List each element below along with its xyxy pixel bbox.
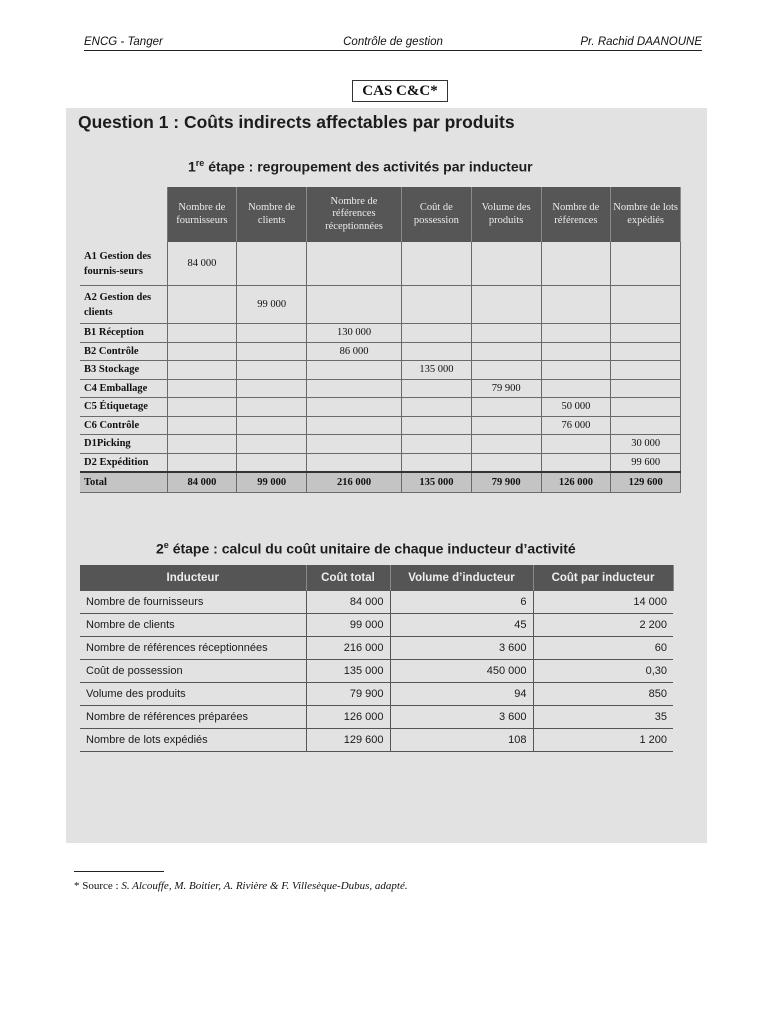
table-cell: 108 — [390, 729, 533, 752]
step1-ordinal-suffix: re — [195, 158, 205, 168]
table-row — [80, 242, 681, 286]
table-cell — [237, 324, 307, 343]
table-row — [80, 591, 673, 614]
table2-column-header: Volume d’inducteur — [390, 565, 533, 591]
table1-column-header: Volume des produits — [471, 187, 541, 242]
table-cell: 99 000 — [306, 614, 390, 637]
header-author: Pr. Rachid DAANOUNE — [580, 36, 702, 48]
table-cell: 60 — [533, 637, 673, 660]
table-cell — [237, 453, 307, 472]
table-cell — [167, 286, 237, 324]
table-cell: 79 900 — [471, 379, 541, 398]
table2-column-header: Inducteur — [80, 565, 306, 591]
table-cell — [402, 435, 472, 454]
footnote — [74, 880, 408, 892]
table-row — [80, 286, 681, 324]
driver-name: Nombre de références préparées — [80, 706, 306, 729]
table-cell — [402, 416, 472, 435]
table-cell — [167, 435, 237, 454]
scanned-excerpt — [66, 108, 707, 843]
table-cell — [402, 286, 472, 324]
table2-column-header: Coût total — [306, 565, 390, 591]
table2-column-header: Coût par inducteur — [533, 565, 673, 591]
table-cell — [471, 242, 541, 286]
table-row — [80, 379, 681, 398]
table-cell — [611, 342, 681, 361]
table-cell — [307, 379, 402, 398]
table-cell: 35 — [533, 706, 673, 729]
total-cell: 135 000 — [402, 472, 472, 493]
table-cell: 86 000 — [307, 342, 402, 361]
table1-corner — [80, 187, 167, 242]
driver-name: Nombre de références réceptionnées — [80, 637, 306, 660]
table-cell: 94 — [390, 683, 533, 706]
table-cell — [541, 324, 611, 343]
table1-column-header: Nombre de clients — [237, 187, 307, 242]
footnote-text: S. Alcouffe, M. Boitier, A. Rivière & F. Villesèque-Dubus, adapté. — [121, 880, 408, 892]
activity-label: C4 Emballage — [80, 379, 167, 398]
table1-column-header: Nombre de fournisseurs — [167, 187, 237, 242]
table-cell — [167, 324, 237, 343]
table-row — [80, 435, 681, 454]
table-cell: 6 — [390, 591, 533, 614]
table-cell — [307, 286, 402, 324]
table-cell — [471, 324, 541, 343]
table-row — [80, 361, 681, 380]
table-cell — [611, 398, 681, 417]
activity-label: D2 Expédition — [80, 453, 167, 472]
table-cell: 2 200 — [533, 614, 673, 637]
table-cell — [237, 416, 307, 435]
table-cell — [611, 361, 681, 380]
footnote-prefix: * Source : — [74, 880, 122, 892]
table-cell: 3 600 — [390, 637, 533, 660]
table-cell: 50 000 — [541, 398, 611, 417]
table-cell — [402, 379, 472, 398]
table1-column-header: Nombre de références — [541, 187, 611, 242]
table-row — [80, 729, 673, 752]
table-cell — [307, 416, 402, 435]
table-row — [80, 342, 681, 361]
table1-header-row — [80, 187, 681, 242]
table-cell — [167, 342, 237, 361]
table-cell — [237, 361, 307, 380]
table-row — [80, 706, 673, 729]
table-cell: 14 000 — [533, 591, 673, 614]
step2-title: étape : calcul du coût unitaire de chaque inducteur d’activité — [168, 540, 576, 557]
table-row — [80, 637, 673, 660]
table-row — [80, 614, 673, 637]
header-school: ENCG - Tanger — [84, 36, 163, 48]
total-cell: 216 000 — [307, 472, 402, 493]
table-cell — [237, 342, 307, 361]
activity-label: A2 Gestion des clients — [80, 286, 167, 324]
table-cell — [402, 324, 472, 343]
table-cell — [402, 453, 472, 472]
table-cell: 3 600 — [390, 706, 533, 729]
activity-label: B1 Réception — [80, 324, 167, 343]
table-row — [80, 453, 681, 472]
question-heading: Question 1 : Coûts indirects affectables par produits — [78, 112, 515, 132]
table-cell — [237, 242, 307, 286]
activity-label: A1 Gestion des fournis-seurs — [80, 242, 167, 286]
table-cell — [471, 416, 541, 435]
table-cell — [167, 379, 237, 398]
driver-name: Nombre de fournisseurs — [80, 591, 306, 614]
table-cell: 129 600 — [306, 729, 390, 752]
table-cell — [167, 453, 237, 472]
table-cell: 76 000 — [541, 416, 611, 435]
table-cell: 450 000 — [390, 660, 533, 683]
activity-label: C6 Contrôle — [80, 416, 167, 435]
table-row — [80, 398, 681, 417]
table-row — [80, 683, 673, 706]
running-header — [84, 34, 702, 51]
table-cell — [402, 398, 472, 417]
table-cell: 99 600 — [611, 453, 681, 472]
total-cell: 99 000 — [237, 472, 307, 493]
table-cell — [541, 342, 611, 361]
activity-label: B3 Stockage — [80, 361, 167, 380]
table-cell: 1 200 — [533, 729, 673, 752]
table1-column-header: Coût de possession — [402, 187, 472, 242]
total-cell: 126 000 — [541, 472, 611, 493]
step1-title: étape : regroupement des activités par inducteur — [204, 158, 533, 175]
table-row — [80, 416, 681, 435]
table-cell — [167, 416, 237, 435]
step2-ordinal-suffix: e — [163, 540, 169, 550]
header-course: Contrôle de gestion — [343, 36, 443, 48]
table-row — [80, 324, 681, 343]
table-cell — [541, 361, 611, 380]
table-cell: 850 — [533, 683, 673, 706]
table-cell — [307, 435, 402, 454]
activity-label: B2 Contrôle — [80, 342, 167, 361]
table-cell — [237, 379, 307, 398]
table-cell — [541, 242, 611, 286]
total-cell: 79 900 — [471, 472, 541, 493]
table-cell — [611, 324, 681, 343]
table-cell — [471, 286, 541, 324]
table-cell — [402, 342, 472, 361]
table-cell — [307, 242, 402, 286]
table-cell — [307, 453, 402, 472]
table-cell — [611, 416, 681, 435]
table-cell — [471, 361, 541, 380]
table-cell: 130 000 — [307, 324, 402, 343]
total-cell: 129 600 — [611, 472, 681, 493]
table-cell — [471, 453, 541, 472]
table-cell — [541, 379, 611, 398]
activity-grouping-table — [80, 187, 681, 493]
table-cell: 30 000 — [611, 435, 681, 454]
step1-heading — [188, 158, 533, 175]
table-cell — [402, 242, 472, 286]
table-cell: 126 000 — [306, 706, 390, 729]
table-cell — [307, 361, 402, 380]
table-cell: 79 900 — [306, 683, 390, 706]
driver-name: Volume des produits — [80, 683, 306, 706]
table-cell — [611, 286, 681, 324]
driver-name: Coût de possession — [80, 660, 306, 683]
activity-label: D1Picking — [80, 435, 167, 454]
table-cell — [471, 435, 541, 454]
table-cell: 135 000 — [306, 660, 390, 683]
table-cell — [471, 342, 541, 361]
table1-column-header: Nombre de lots expédiés — [611, 187, 681, 242]
table-cell: 0,30 — [533, 660, 673, 683]
table-cell: 216 000 — [306, 637, 390, 660]
step2-heading — [156, 540, 576, 557]
table-cell — [471, 398, 541, 417]
table-cell — [307, 398, 402, 417]
total-row — [80, 472, 681, 493]
total-cell: 84 000 — [167, 472, 237, 493]
table-cell: 84 000 — [167, 242, 237, 286]
table-cell: 84 000 — [306, 591, 390, 614]
total-label: Total — [80, 472, 167, 493]
case-title: CAS C&C* — [352, 80, 448, 102]
table1-column-header: Nombre de références réceptionnées — [307, 187, 402, 242]
footnote-separator — [74, 871, 164, 872]
step2-ordinal: 2 — [156, 540, 164, 557]
table-cell — [167, 361, 237, 380]
step1-ordinal: 1 — [188, 158, 196, 175]
table-cell — [541, 453, 611, 472]
table-row — [80, 660, 673, 683]
table-cell — [541, 286, 611, 324]
table-cell: 135 000 — [402, 361, 472, 380]
table-cell — [237, 435, 307, 454]
table-cell: 99 000 — [237, 286, 307, 324]
table2-header-row — [80, 565, 673, 591]
table-cell — [167, 398, 237, 417]
activity-label: C5 Étiquetage — [80, 398, 167, 417]
driver-name: Nombre de lots expédiés — [80, 729, 306, 752]
unit-cost-table — [80, 565, 674, 752]
driver-name: Nombre de clients — [80, 614, 306, 637]
table-cell — [611, 242, 681, 286]
table-cell — [611, 379, 681, 398]
table-cell: 45 — [390, 614, 533, 637]
table-cell — [541, 435, 611, 454]
table-cell — [237, 398, 307, 417]
